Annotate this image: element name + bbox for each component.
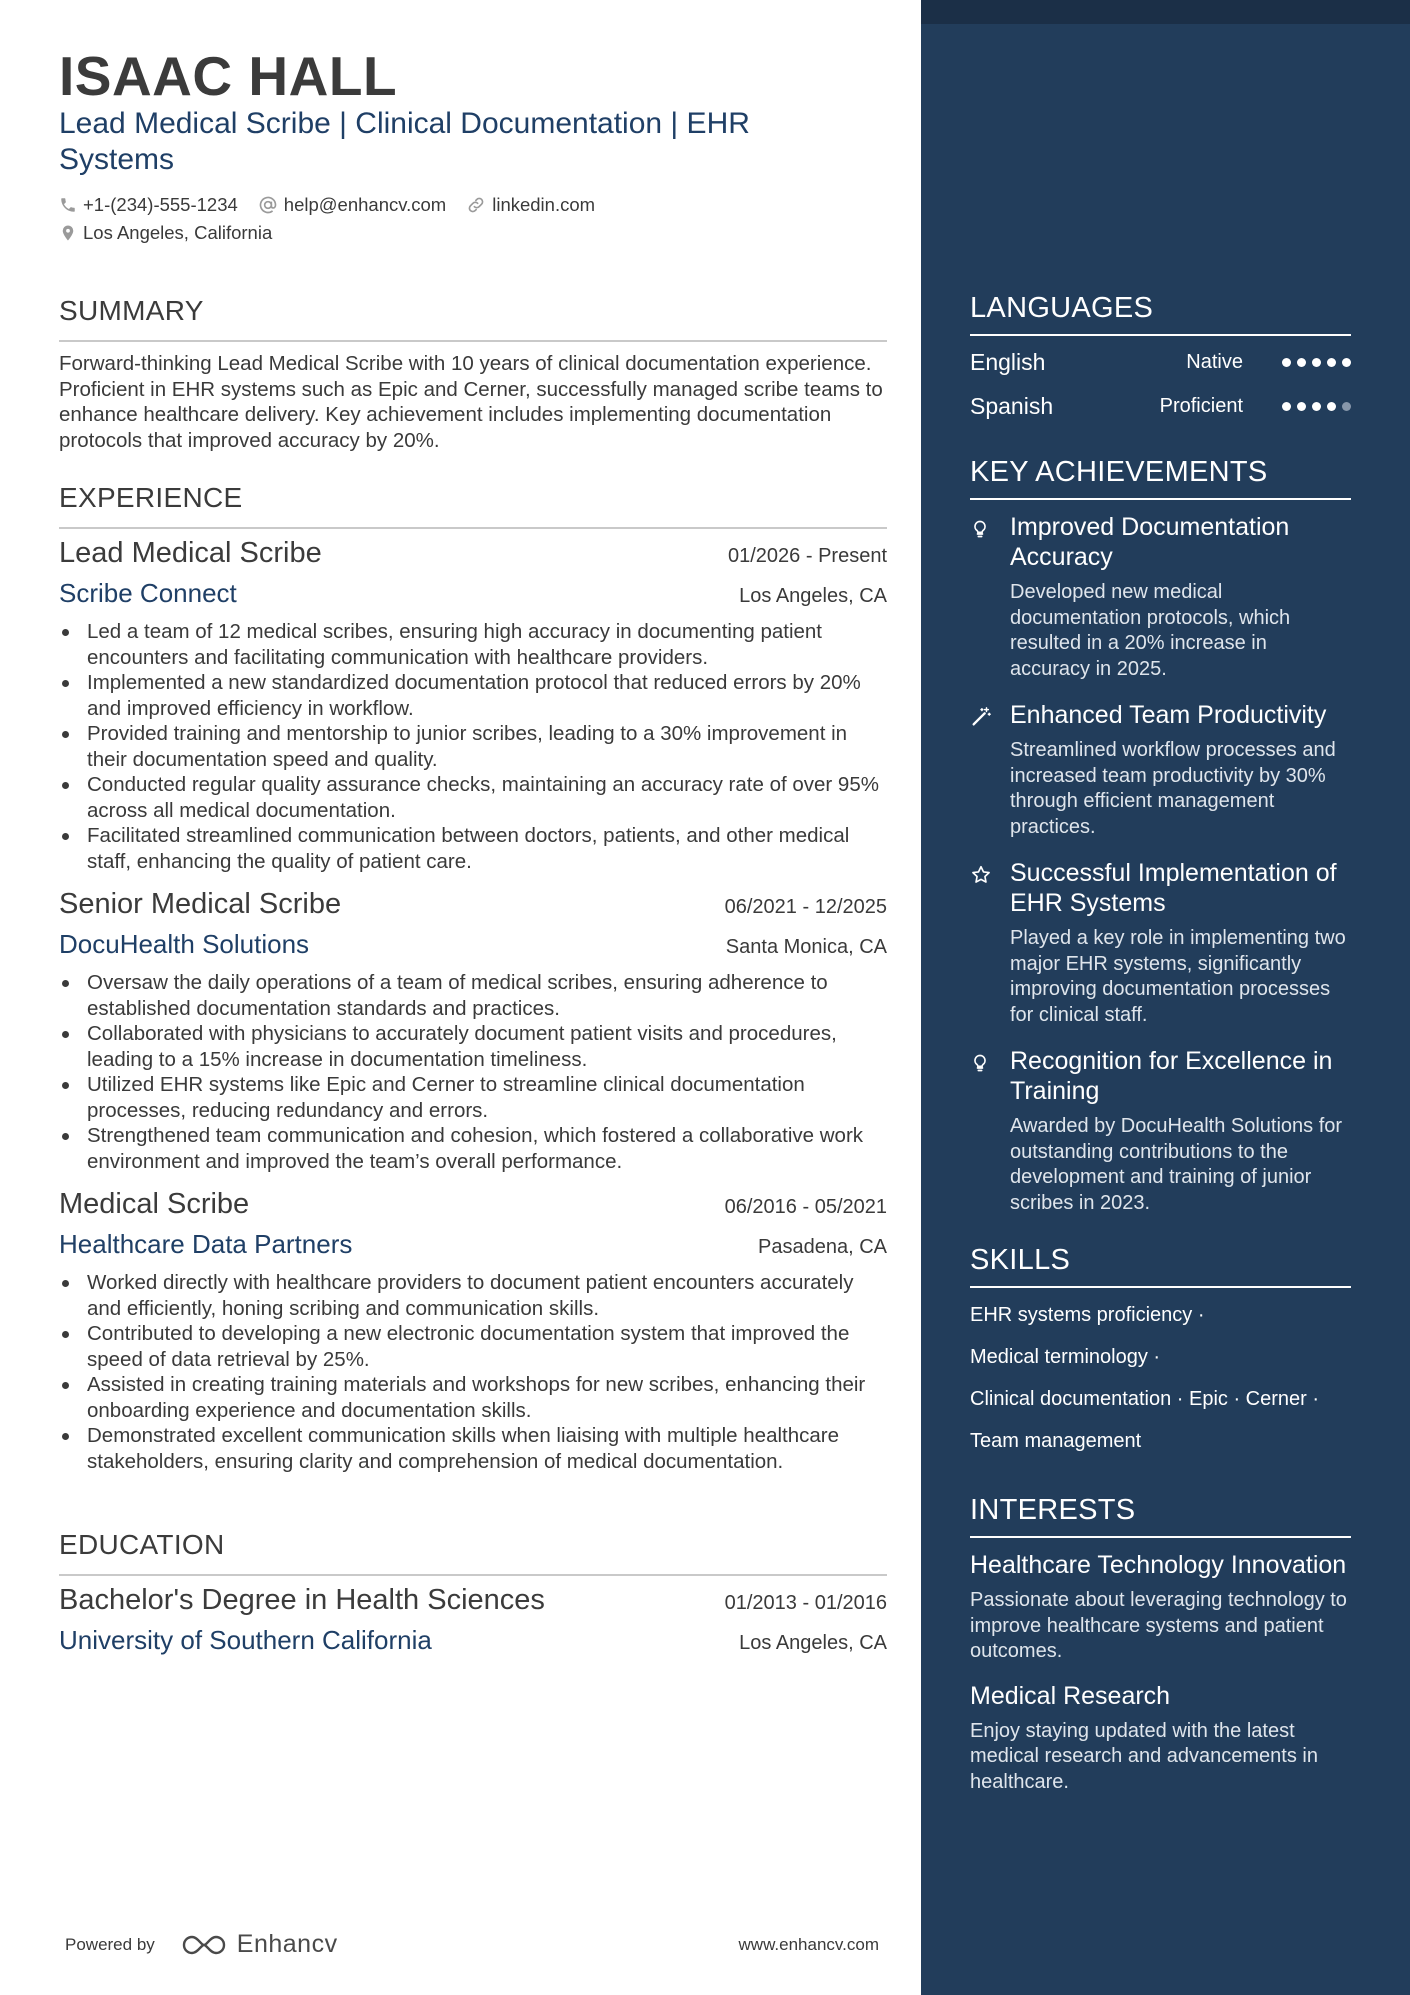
link-icon bbox=[466, 195, 486, 215]
job-dates: 06/2021 - 12/2025 bbox=[724, 896, 887, 918]
school-location: Los Angeles, CA bbox=[739, 1632, 887, 1654]
lightbulb-icon bbox=[970, 518, 990, 540]
achievements-divider bbox=[970, 498, 1351, 500]
rating-dot bbox=[1312, 402, 1321, 411]
language-name: English bbox=[970, 348, 1046, 375]
job-role: Medical Scribe bbox=[59, 1188, 250, 1220]
contact-linkedin[interactable] bbox=[466, 194, 595, 216]
skills-divider bbox=[970, 1286, 1351, 1288]
rating-dot bbox=[1297, 402, 1306, 411]
education-divider bbox=[59, 1574, 887, 1576]
summary-text: Forward-thinking Lead Medical Scribe with 10 years of clinical documentation experience. Proficient in EHR systems such as Epic and Cerner, successfully managed scribe teams to enhance healthcare delivery. Key achievement includes implementing documentation protocols that improved accuracy by 20%. bbox=[59, 352, 883, 452]
language-name: Spanish bbox=[970, 392, 1054, 419]
rating-dot bbox=[1342, 402, 1351, 411]
job-entry bbox=[59, 1188, 887, 1474]
lightbulb-icon bbox=[970, 1052, 990, 1074]
email-text: help@enhancv.com bbox=[283, 194, 447, 215]
job-company: Healthcare Data Partners bbox=[59, 1229, 353, 1259]
interest-desc: Passionate about leveraging technology to improve healthcare systems and patient outcomes. bbox=[970, 1589, 1347, 1662]
skill-line: Clinical documentation · Epic · Cerner · bbox=[970, 1388, 1320, 1410]
interest-title: Medical Research bbox=[970, 1681, 1171, 1710]
at-icon bbox=[258, 195, 278, 215]
job-bullet: Collaborated with physicians to accurately document patient visits and procedures, leading to a 15% increase in documentation timeliness. bbox=[59, 1021, 887, 1072]
rating-dot bbox=[1312, 358, 1321, 367]
powered-label: Powered by bbox=[65, 1934, 155, 1954]
job-bullet: Oversaw the daily operations of a team of medical scribes, ensuring adherence to established documentation standards and practices. bbox=[59, 970, 887, 1021]
sidebar-top-band bbox=[921, 0, 1410, 24]
linkedin-text: linkedin.com bbox=[492, 194, 596, 215]
location-text: Los Angeles, California bbox=[83, 222, 273, 243]
brand-text: Enhancv bbox=[236, 1930, 338, 1958]
contact-row bbox=[59, 194, 615, 216]
achievement-item bbox=[970, 700, 1351, 840]
achievement-desc: Played a key role in implementing two major EHR systems, significantly improving documentation processes for clinical staff. bbox=[1010, 927, 1346, 1026]
job-bullets bbox=[59, 970, 887, 1174]
interests-heading: INTERESTS bbox=[970, 1494, 1136, 1526]
language-rating bbox=[1276, 402, 1351, 411]
rating-dot bbox=[1342, 358, 1351, 367]
job-location: Santa Monica, CA bbox=[725, 936, 887, 958]
summary-heading: SUMMARY bbox=[59, 295, 204, 326]
achievement-desc: Awarded by DocuHealth Solutions for outstanding contributions to the development and training of junior scribes in 2023. bbox=[1010, 1115, 1343, 1214]
achievement-desc: Streamlined workflow processes and increased team productivity by 30% through efficient management practices. bbox=[1010, 739, 1336, 838]
enhancv-logo-icon bbox=[181, 1934, 227, 1956]
skill-line: Team management bbox=[970, 1430, 1142, 1452]
achievement-title: Improved Documentation Accuracy bbox=[1010, 513, 1290, 571]
achievement-item bbox=[970, 1046, 1351, 1216]
achievement-desc: Developed new medical documentation protocols, which resulted in a 20% increase in accuracy in 2025. bbox=[1010, 581, 1291, 680]
location-row bbox=[59, 222, 292, 244]
candidate-name: ISAAC HALL bbox=[59, 45, 398, 107]
languages-divider bbox=[970, 334, 1351, 336]
job-bullets bbox=[59, 619, 887, 874]
rating-dot bbox=[1327, 402, 1336, 411]
footer-url[interactable]: www.enhancv.com bbox=[738, 1934, 879, 1954]
job-bullet: Provided training and mentorship to junior scribes, leading to a 30% improvement in their documentation speed and quality. bbox=[59, 721, 887, 772]
job-bullet: Facilitated streamlined communication between doctors, patients, and other medical staff, enhancing the quality of patient care. bbox=[59, 823, 887, 874]
job-location: Pasadena, CA bbox=[758, 1236, 887, 1258]
footer bbox=[65, 1930, 879, 1959]
languages-heading: LANGUAGES bbox=[970, 292, 1154, 324]
job-bullets bbox=[59, 1270, 887, 1474]
job-bullet: Led a team of 12 medical scribes, ensuring high accuracy in documenting patient encounters and facilitating communication with healthcare providers. bbox=[59, 619, 887, 670]
summary-divider bbox=[59, 340, 887, 342]
job-location: Los Angeles, CA bbox=[739, 585, 887, 607]
sidebar-content bbox=[970, 290, 1351, 1795]
job-bullet: Contributed to developing a new electronic documentation system that improved the speed of data retrieval by 25%. bbox=[59, 1321, 887, 1372]
education-entry bbox=[59, 1584, 887, 1663]
experience-heading: EXPERIENCE bbox=[59, 482, 243, 513]
contact-email[interactable] bbox=[258, 194, 446, 216]
job-role: Lead Medical Scribe bbox=[59, 537, 322, 569]
job-bullet: Assisted in creating training materials and workshops for new scribes, enhancing their onboarding experience and documentation skills. bbox=[59, 1372, 887, 1423]
rating-dot bbox=[1297, 358, 1306, 367]
job-company: DocuHealth Solutions bbox=[59, 929, 310, 959]
job-bullet: Demonstrated excellent communication skills when liaising with multiple healthcare stakeholders, ensuring clarity and comprehension of medical documentation. bbox=[59, 1423, 887, 1474]
candidate-title: Lead Medical Scribe | Clinical Documentation | EHR Systems bbox=[59, 107, 750, 176]
achievement-title: Enhanced Team Productivity bbox=[1010, 701, 1327, 729]
achievement-title: Recognition for Excellence in Training bbox=[1010, 1047, 1333, 1105]
achievement-title: Successful Implementation of EHR Systems bbox=[1010, 859, 1337, 917]
skills-list bbox=[970, 1294, 1351, 1462]
achievements-heading: KEY ACHIEVEMENTS bbox=[970, 456, 1268, 488]
skill-line: EHR systems proficiency · bbox=[970, 1304, 1205, 1326]
interest-title: Healthcare Technology Innovation bbox=[970, 1551, 1347, 1579]
interests-divider bbox=[970, 1536, 1351, 1538]
achievement-item bbox=[970, 512, 1351, 682]
job-bullet: Strengthened team communication and cohesion, which fostered a collaborative work environment and improved the team’s overall performance. bbox=[59, 1123, 887, 1174]
rating-dot bbox=[1327, 358, 1336, 367]
education-heading: EDUCATION bbox=[59, 1529, 225, 1560]
job-company: Scribe Connect bbox=[59, 578, 237, 608]
skills-heading: SKILLS bbox=[970, 1244, 1071, 1276]
language-level: Native bbox=[1186, 350, 1243, 373]
job-dates: 06/2016 - 05/2021 bbox=[724, 1196, 887, 1218]
rating-dot bbox=[1282, 402, 1291, 411]
job-dates: 01/2026 - Present bbox=[728, 545, 887, 567]
rating-dot bbox=[1282, 358, 1291, 367]
location-pin-icon bbox=[59, 223, 77, 243]
magic-wand-icon bbox=[970, 706, 992, 728]
school: University of Southern California bbox=[59, 1625, 432, 1655]
language-level: Proficient bbox=[1159, 394, 1243, 417]
phone-text: +1-(234)-555-1234 bbox=[83, 194, 238, 215]
interest-desc: Enjoy staying updated with the latest medical research and advancements in healthcare. bbox=[970, 1719, 1318, 1793]
job-bullet: Conducted regular quality assurance checks, maintaining an accuracy rate of over 95% across all medical documentation. bbox=[59, 772, 887, 823]
star-icon bbox=[970, 864, 992, 886]
job-bullet: Worked directly with healthcare providers to document patient encounters accurately and efficiently, honing scribing and communication skills. bbox=[59, 1270, 887, 1321]
phone-icon bbox=[59, 196, 77, 214]
powered-by bbox=[65, 1930, 338, 1959]
sidebar bbox=[921, 0, 1410, 1995]
contact-phone[interactable] bbox=[59, 194, 238, 216]
achievement-item bbox=[970, 858, 1351, 1028]
job-entry bbox=[59, 888, 887, 1174]
job-role: Senior Medical Scribe bbox=[59, 888, 342, 920]
job-entry bbox=[59, 537, 887, 874]
enhancv-logo[interactable] bbox=[181, 1930, 338, 1959]
degree: Bachelor's Degree in Health Sciences bbox=[59, 1584, 545, 1616]
language-rating bbox=[1276, 358, 1351, 367]
experience-divider bbox=[59, 527, 887, 529]
education-dates: 01/2013 - 01/2016 bbox=[724, 1592, 887, 1614]
language-item bbox=[970, 340, 1351, 384]
language-item bbox=[970, 384, 1351, 428]
job-bullet: Implemented a new standardized documentation protocol that reduced errors by 20% and improved efficiency in workflow. bbox=[59, 670, 887, 721]
job-bullet: Utilized EHR systems like Epic and Cerner to streamline clinical documentation processes, reducing redundancy and errors. bbox=[59, 1072, 887, 1123]
contact-location bbox=[59, 222, 272, 244]
skill-line: Medical terminology · bbox=[970, 1346, 1161, 1368]
